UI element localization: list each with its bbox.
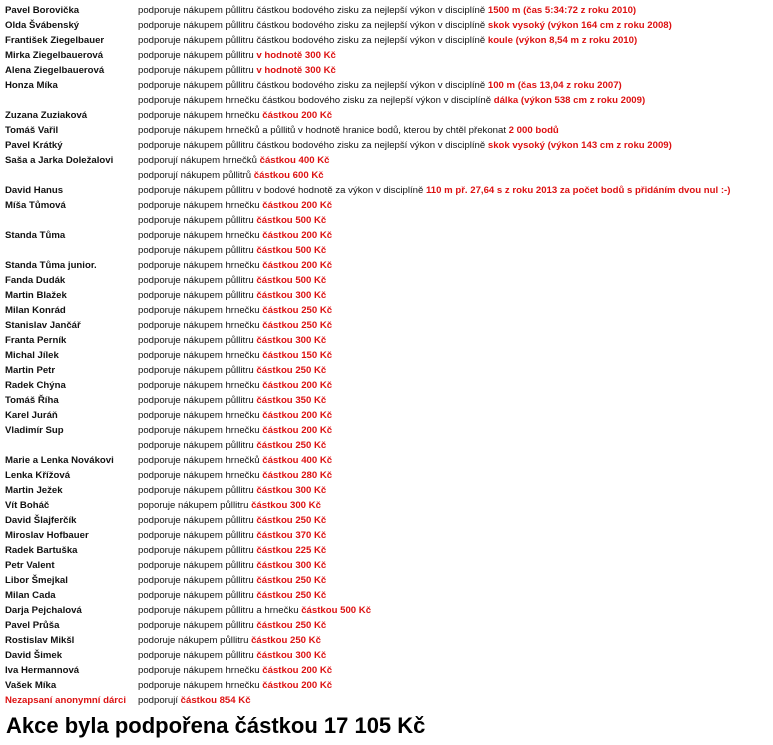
donation-text: podporuje nákupem hrnečku xyxy=(138,470,263,481)
donation-description xyxy=(138,138,672,153)
donor-row xyxy=(0,483,773,498)
donor-name: Pavel Průša xyxy=(5,620,60,631)
donation-text: podporuje nákupem hrnečku xyxy=(138,665,263,676)
donation-amount: částkou 500 Kč xyxy=(301,605,372,616)
donation-text: podporuje nákupem půllitru xyxy=(138,485,257,496)
donor-row xyxy=(0,258,773,273)
donation-description xyxy=(138,93,645,108)
donation-text: podporuje nákupem půllitru xyxy=(138,545,257,556)
donor-name: Rostislav Mikšl xyxy=(5,635,75,646)
donor-row xyxy=(0,678,773,693)
donation-description xyxy=(138,573,326,588)
donation-text: poporuje nákupem půllitru xyxy=(138,500,252,511)
donation-amount: částkou 250 Kč xyxy=(256,365,327,376)
donor-row xyxy=(0,108,773,123)
donation-text: podporuje nákupem hrnečků xyxy=(138,455,263,466)
donor-row xyxy=(0,18,773,33)
donor-name: Zuzana Zuziaková xyxy=(5,110,88,121)
donation-amount: skok vysoký (výkon 143 cm z roku 2009) xyxy=(487,140,672,151)
donor-name: Karel Juráň xyxy=(5,410,58,421)
donor-name: Iva Hermannová xyxy=(5,665,80,676)
donation-amount: částkou 200 Kč xyxy=(262,380,333,391)
donor-row xyxy=(0,633,773,648)
donor-name: Stanislav Jančář xyxy=(5,320,81,331)
donor-row xyxy=(0,453,773,468)
donor-row xyxy=(0,603,773,618)
donation-description xyxy=(138,633,321,648)
donation-text: podporuje nákupem hrnečku xyxy=(138,410,263,421)
donor-name: Vladimír Sup xyxy=(5,425,64,436)
donor-name: Vít Boháč xyxy=(5,500,50,511)
donor-row xyxy=(0,423,773,438)
donation-amount: částkou 370 Kč xyxy=(256,530,327,541)
donation-amount: částkou 250 Kč xyxy=(256,515,327,526)
donation-amount: částkou 200 Kč xyxy=(262,410,333,421)
donation-description xyxy=(138,588,326,603)
donation-description xyxy=(138,48,336,63)
donor-name: Radek Chýna xyxy=(5,380,66,391)
donation-description xyxy=(138,108,332,123)
donation-text: podporují xyxy=(138,695,181,706)
donation-text: podporuje nákupem půllitru xyxy=(138,515,257,526)
total-summary: Akce byla podpořena částkou 17 105 Kč xyxy=(6,713,426,738)
donation-text: podporuje nákupem půllitru xyxy=(138,335,257,346)
donation-amount: částkou 300 Kč xyxy=(256,560,327,571)
donation-amount: koule (výkon 8,54 m z roku 2010) xyxy=(487,35,638,46)
donation-text: podporuje nákupem půllitru částkou bodového zisku za nejlepší výkon v disciplíně xyxy=(138,35,488,46)
donation-description xyxy=(138,378,332,393)
donation-amount: částkou 300 Kč xyxy=(256,335,327,346)
donation-text: podporuje nákupem půllitru xyxy=(138,575,257,586)
donation-text: podporuje nákupem půllitru částkou bodového zisku za nejlepší výkon v disciplíně xyxy=(138,20,488,31)
donation-amount: částkou 200 Kč xyxy=(262,425,333,436)
donor-name: David Hanus xyxy=(5,185,64,196)
donor-row xyxy=(0,183,773,198)
donation-text: podporuje nákupem půllitru xyxy=(138,530,257,541)
donor-name: Honza Míka xyxy=(5,80,58,91)
donation-amount: částkou 200 Kč xyxy=(262,665,333,676)
donation-description xyxy=(138,618,326,633)
donor-row xyxy=(0,78,773,93)
donation-text: podporuje nákupem hrnečku částkou bodového zisku za nejlepší výkon v disciplíně xyxy=(138,95,494,106)
donation-text: podporuje nákupem půllitru xyxy=(138,440,257,451)
donor-row xyxy=(0,333,773,348)
donation-description xyxy=(138,438,326,453)
donation-amount: v hodnotě 300 Kč xyxy=(256,50,336,61)
donation-text: podporuje nákupem půllitru xyxy=(138,50,257,61)
donation-amount: částkou 600 Kč xyxy=(253,170,324,181)
donor-row xyxy=(0,513,773,528)
donor-name: Standa Tůma junior. xyxy=(5,260,97,271)
donor-name: Libor Šmejkal xyxy=(5,575,68,586)
donation-text: podporují nákupem půllitrů xyxy=(138,170,254,181)
donor-name: Marie a Lenka Novákovi xyxy=(5,455,114,466)
donor-row xyxy=(0,468,773,483)
donation-description xyxy=(138,423,332,438)
donation-text: podporují nákupem hrnečků xyxy=(138,155,260,166)
donor-row xyxy=(0,123,773,138)
donor-row xyxy=(0,198,773,213)
donation-text: podporuje nákupem půllitru xyxy=(138,620,257,631)
donation-amount: částkou 300 Kč xyxy=(256,485,327,496)
donation-amount: v hodnotě 300 Kč xyxy=(256,65,336,76)
donation-description xyxy=(138,18,672,33)
donor-name: Olda Švábenský xyxy=(5,20,80,31)
donation-description xyxy=(138,348,332,363)
donor-name: Vašek Míka xyxy=(5,680,57,691)
donor-name: Saša a Jarka Doležalovi xyxy=(5,155,114,166)
donation-amount: částkou 300 Kč xyxy=(251,500,321,511)
donation-description xyxy=(138,498,321,513)
donor-name: Miroslav Hofbauer xyxy=(5,530,89,541)
donation-text: podoruje nákupem půllitru xyxy=(138,635,252,646)
donor-name: Michal Jílek xyxy=(5,350,59,361)
donation-amount: částkou 500 Kč xyxy=(256,245,327,256)
donor-name: Petr Valent xyxy=(5,560,55,571)
donor-row xyxy=(0,573,773,588)
donation-amount: částkou 250 Kč xyxy=(262,320,333,331)
donor-name: Martin Petr xyxy=(5,365,56,376)
donation-amount: částkou 200 Kč xyxy=(262,260,333,271)
donation-amount: částkou 225 Kč xyxy=(256,545,327,556)
donor-name: Pavel Krátký xyxy=(5,140,63,151)
donation-description xyxy=(138,603,371,618)
donation-amount: 110 m př. 27,64 s z roku 2013 za počet bodů s přidáním dvou nul :-) xyxy=(426,185,731,196)
donor-name: Mirka Ziegelbauerová xyxy=(5,50,104,61)
donation-text: podporuje nákupem půllitru částkou bodového zisku za nejlepší výkon v disciplíně xyxy=(138,80,488,91)
donation-text: podporuje nákupem půllitru xyxy=(138,275,257,286)
donation-text: podporuje nákupem půllitru xyxy=(138,395,257,406)
donation-amount: částkou 500 Kč xyxy=(256,275,327,286)
donation-amount: částkou 250 Kč xyxy=(256,440,327,451)
donation-amount: částkou 250 Kč xyxy=(256,575,327,586)
donor-row xyxy=(0,93,773,108)
donor-row xyxy=(0,243,773,258)
donor-row xyxy=(0,348,773,363)
donation-text: podporuje nákupem půllitru xyxy=(138,590,257,601)
donation-description xyxy=(138,258,332,273)
donation-description xyxy=(138,483,326,498)
donation-description xyxy=(138,63,336,78)
donation-amount: částkou 200 Kč xyxy=(262,680,333,691)
donor-name: Tomáš Vařil xyxy=(5,125,59,136)
donation-text: podporuje nákupem půllitru a hrnečku xyxy=(138,605,302,616)
donor-row xyxy=(0,528,773,543)
donor-row xyxy=(0,393,773,408)
donation-amount: částkou 250 Kč xyxy=(256,590,327,601)
donation-amount: částkou 150 Kč xyxy=(262,350,333,361)
donation-text: podporuje nákupem půllitru xyxy=(138,650,257,661)
donor-row xyxy=(0,498,773,513)
donation-description xyxy=(138,153,329,168)
donor-row xyxy=(0,153,773,168)
donor-row xyxy=(0,303,773,318)
donor-row xyxy=(0,318,773,333)
donation-description xyxy=(138,693,251,708)
donation-description xyxy=(138,663,332,678)
donor-name: Tomáš Říha xyxy=(5,395,59,406)
donation-description xyxy=(138,33,637,48)
donation-description xyxy=(138,453,332,468)
donor-name: Darja Pejchalová xyxy=(5,605,82,616)
donation-amount: částkou 854 Kč xyxy=(180,695,251,706)
donation-description xyxy=(138,273,326,288)
donor-row xyxy=(0,48,773,63)
donor-name: Radek Bartuška xyxy=(5,545,78,556)
donor-row xyxy=(0,138,773,153)
donation-text: podporuje nákupem půllitru xyxy=(138,560,257,571)
donation-text: podporuje nákupem hrnečků a půllitů v hodnotě hranice bodů, kterou by chtěl překonat xyxy=(138,125,509,136)
donor-name: Standa Tůma xyxy=(5,230,66,241)
donation-amount: částkou 400 Kč xyxy=(262,455,333,466)
donation-text: podporuje nákupem hrnečku xyxy=(138,680,263,691)
donor-name: Lenka Křížová xyxy=(5,470,71,481)
donation-description xyxy=(138,183,730,198)
donation-text: podporuje nákupem půllitru xyxy=(138,65,257,76)
donor-name: Míša Tůmová xyxy=(5,200,66,211)
donor-name: František Ziegelbauer xyxy=(5,35,105,46)
donation-amount: 1500 m (čas 5:34:72 z roku 2010) xyxy=(487,5,637,16)
donation-text: podporuje nákupem hrnečku xyxy=(138,260,263,271)
donation-amount: částkou 300 Kč xyxy=(256,650,327,661)
donation-amount: částkou 280 Kč xyxy=(262,470,333,481)
donation-description xyxy=(138,78,622,93)
donor-row xyxy=(0,273,773,288)
donor-name: Martin Blažek xyxy=(5,290,67,301)
donation-description xyxy=(138,318,332,333)
donation-amount: skok vysoký (výkon 164 cm z roku 2008) xyxy=(487,20,672,31)
donation-description xyxy=(138,243,326,258)
donor-row xyxy=(0,558,773,573)
donation-description xyxy=(138,408,332,423)
donation-amount: částkou 300 Kč xyxy=(256,290,327,301)
donation-text: podporuje nákupem hrnečku xyxy=(138,230,263,241)
donation-text: podporuje nákupem hrnečku xyxy=(138,380,263,391)
donation-description xyxy=(138,198,332,213)
donation-text: podporuje nákupem půllitru v bodové hodnotě za výkon v disciplíně xyxy=(138,185,426,196)
donor-row xyxy=(0,168,773,183)
donation-amount: 2 000 bodů xyxy=(508,125,559,136)
donation-description xyxy=(138,528,326,543)
donation-description xyxy=(138,228,332,243)
donation-text: podporuje nákupem půllitru xyxy=(138,365,257,376)
donor-row xyxy=(0,378,773,393)
donation-amount: částkou 350 Kč xyxy=(256,395,327,406)
donation-description xyxy=(138,468,332,483)
donation-amount: částkou 400 Kč xyxy=(259,155,330,166)
donation-text: podporuje nákupem hrnečku xyxy=(138,305,263,316)
donation-amount: částkou 250 Kč xyxy=(251,635,321,646)
donation-description xyxy=(138,558,326,573)
donation-amount: částkou 500 Kč xyxy=(256,215,327,226)
donation-amount: částkou 200 Kč xyxy=(262,110,333,121)
donor-row xyxy=(0,618,773,633)
donor-row xyxy=(0,648,773,663)
donor-row xyxy=(0,288,773,303)
donation-description xyxy=(138,213,326,228)
donation-description xyxy=(138,393,326,408)
donor-name: Milan Konrád xyxy=(5,305,66,316)
donation-text: podporuje nákupem půllitru xyxy=(138,215,257,226)
donation-description xyxy=(138,363,326,378)
donor-row xyxy=(0,63,773,78)
donation-description xyxy=(138,678,332,693)
donation-amount: částkou 250 Kč xyxy=(262,305,333,316)
donation-description xyxy=(138,3,636,18)
donation-text: podporuje nákupem půllitru částkou bodového zisku za nejlepší výkon v disciplíně xyxy=(138,140,488,151)
donation-description xyxy=(138,168,324,183)
donation-amount: částkou 200 Kč xyxy=(262,230,333,241)
donor-row xyxy=(0,693,773,708)
donation-description xyxy=(138,303,332,318)
donor-name: David Šimek xyxy=(5,650,63,661)
donation-description xyxy=(138,648,326,663)
donor-row xyxy=(0,588,773,603)
donation-description xyxy=(138,288,326,303)
donor-row xyxy=(0,3,773,18)
donor-name: Martin Ježek xyxy=(5,485,63,496)
donor-row xyxy=(0,438,773,453)
donor-row xyxy=(0,228,773,243)
donation-text: podporuje nákupem hrnečku xyxy=(138,425,263,436)
donation-amount: dálka (výkon 538 cm z roku 2009) xyxy=(493,95,646,106)
donor-name: Alena Ziegelbauerová xyxy=(5,65,105,76)
donor-row xyxy=(0,543,773,558)
donor-name: Fanda Dudák xyxy=(5,275,66,286)
donor-name: Franta Perník xyxy=(5,335,67,346)
donation-description xyxy=(138,123,559,138)
donation-text: podporuje nákupem hrnečku xyxy=(138,110,263,121)
donation-amount: částkou 200 Kč xyxy=(262,200,333,211)
donation-description xyxy=(138,513,326,528)
donor-name: Milan Cada xyxy=(5,590,56,601)
donor-name: Nezapsaní anonymní dárci xyxy=(5,695,127,706)
donation-amount: částkou 250 Kč xyxy=(256,620,327,631)
donor-row xyxy=(0,663,773,678)
donation-text: podporuje nákupem hrnečku xyxy=(138,200,263,211)
donation-text: podporuje nákupem hrnečku xyxy=(138,350,263,361)
donor-name: Pavel Borovička xyxy=(5,5,80,16)
donor-row xyxy=(0,408,773,423)
donation-amount: 100 m (čas 13,04 z roku 2007) xyxy=(487,80,622,91)
donation-description xyxy=(138,333,326,348)
donor-row xyxy=(0,363,773,378)
donation-text: podporuje nákupem půllitru částkou bodového zisku za nejlepší výkon v disciplíně xyxy=(138,5,488,16)
donation-text: podporuje nákupem půllitru xyxy=(138,245,257,256)
donor-name: David Šlajferčík xyxy=(5,515,77,526)
donor-row xyxy=(0,213,773,228)
donation-text: podporuje nákupem hrnečku xyxy=(138,320,263,331)
donation-text: podporuje nákupem půllitru xyxy=(138,290,257,301)
donor-row xyxy=(0,33,773,48)
donation-description xyxy=(138,543,326,558)
